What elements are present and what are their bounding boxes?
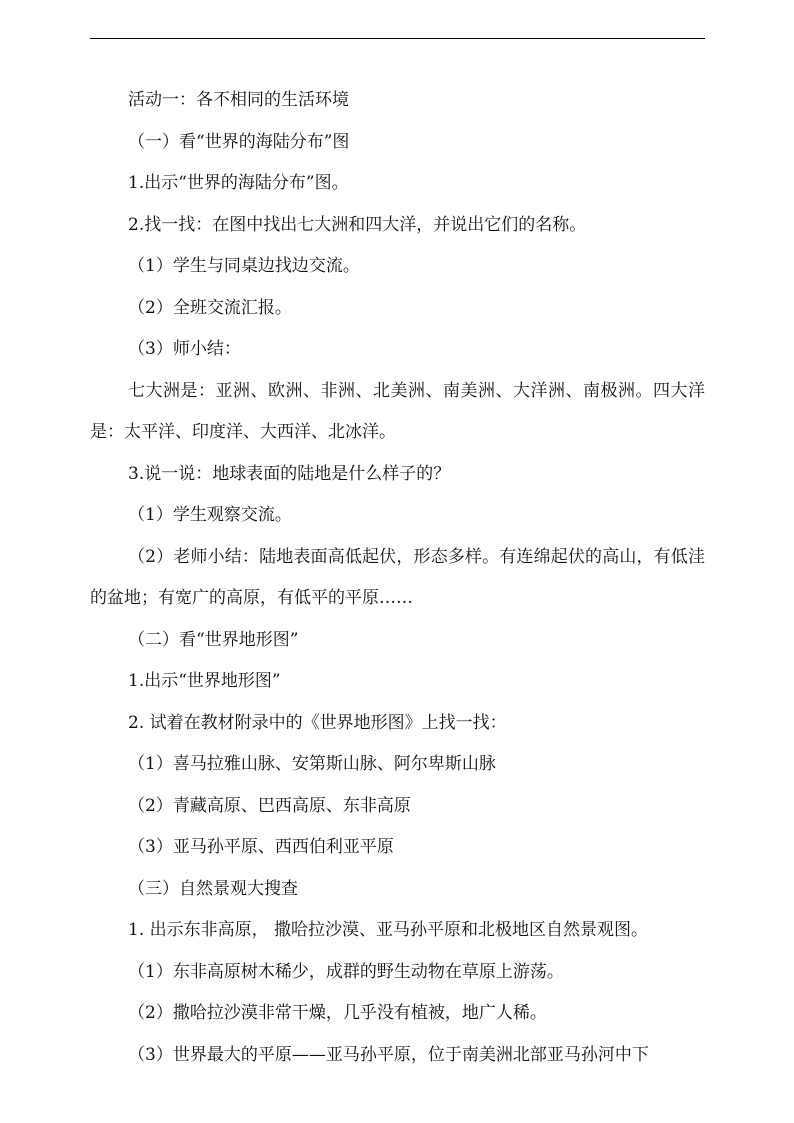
paragraph: （1）学生与同桌边找边交流。 xyxy=(128,256,360,276)
paragraph: 2. 试着在教材附录中的《世界地形图》上找一找： xyxy=(128,712,507,733)
paragraph: （2）撒哈拉沙漠非常干燥，几乎没有植被，地广人稀。 xyxy=(128,1003,547,1023)
paragraph: （2）全班交流汇报。 xyxy=(128,297,292,318)
header-rule xyxy=(90,38,705,39)
document-body xyxy=(90,80,705,1076)
section-heading-1: （一）看“世界的海陆分布”图 xyxy=(128,131,350,152)
paragraph: （1）喜马拉雅山脉、安第斯山脉、阿尔卑斯山脉 xyxy=(128,754,496,774)
activity-title: 活动一：各不相同的生活环境 xyxy=(128,90,349,110)
paragraph-summary-landforms: （2）老师小结：陆地表面高低起伏，形态多样。有连绵起伏的高山，有低洼的盆地；有宽广的高原，有低平的平原…… xyxy=(90,546,705,608)
paragraph: （3）师小结： xyxy=(128,339,241,359)
section-heading-2: （二）看“世界地形图” xyxy=(128,629,299,650)
paragraph: （2）青藏高原、巴西高原、东非高原 xyxy=(128,795,411,816)
paragraph: 1.出示“世界地形图” xyxy=(128,671,281,691)
paragraph: 3.说一说：地球表面的陆地是什么样子的？ xyxy=(128,463,451,484)
paragraph: 1.出示“世界的海陆分布”图。 xyxy=(128,173,349,193)
paragraph: （3）世界最大的平原——亚马孙平原，位于南美洲北部亚马孙河中下 xyxy=(128,1044,649,1065)
paragraph: （3）亚马孙平原、西西伯利亚平原 xyxy=(128,837,394,857)
paragraph: （1）学生观察交流。 xyxy=(128,505,292,525)
paragraph: 2.找一找：在图中找出七大洲和四大洋，并说出它们的名称。 xyxy=(128,214,587,235)
paragraph-summary-continents: 七大洲是：亚洲、欧洲、非洲、北美洲、南美洲、大洋洲、南极洲。四大洋是：太平洋、印度洋、大西洋、北冰洋。 xyxy=(90,380,705,442)
paragraph: 1. 出示东非高原， 撒哈拉沙漠、亚马孙平原和北极地区自然景观图。 xyxy=(128,920,649,940)
paragraph: （1）东非高原树木稀少，成群的野生动物在草原上游荡。 xyxy=(128,961,564,982)
section-heading-3: （三）自然景观大搜查 xyxy=(128,878,298,899)
